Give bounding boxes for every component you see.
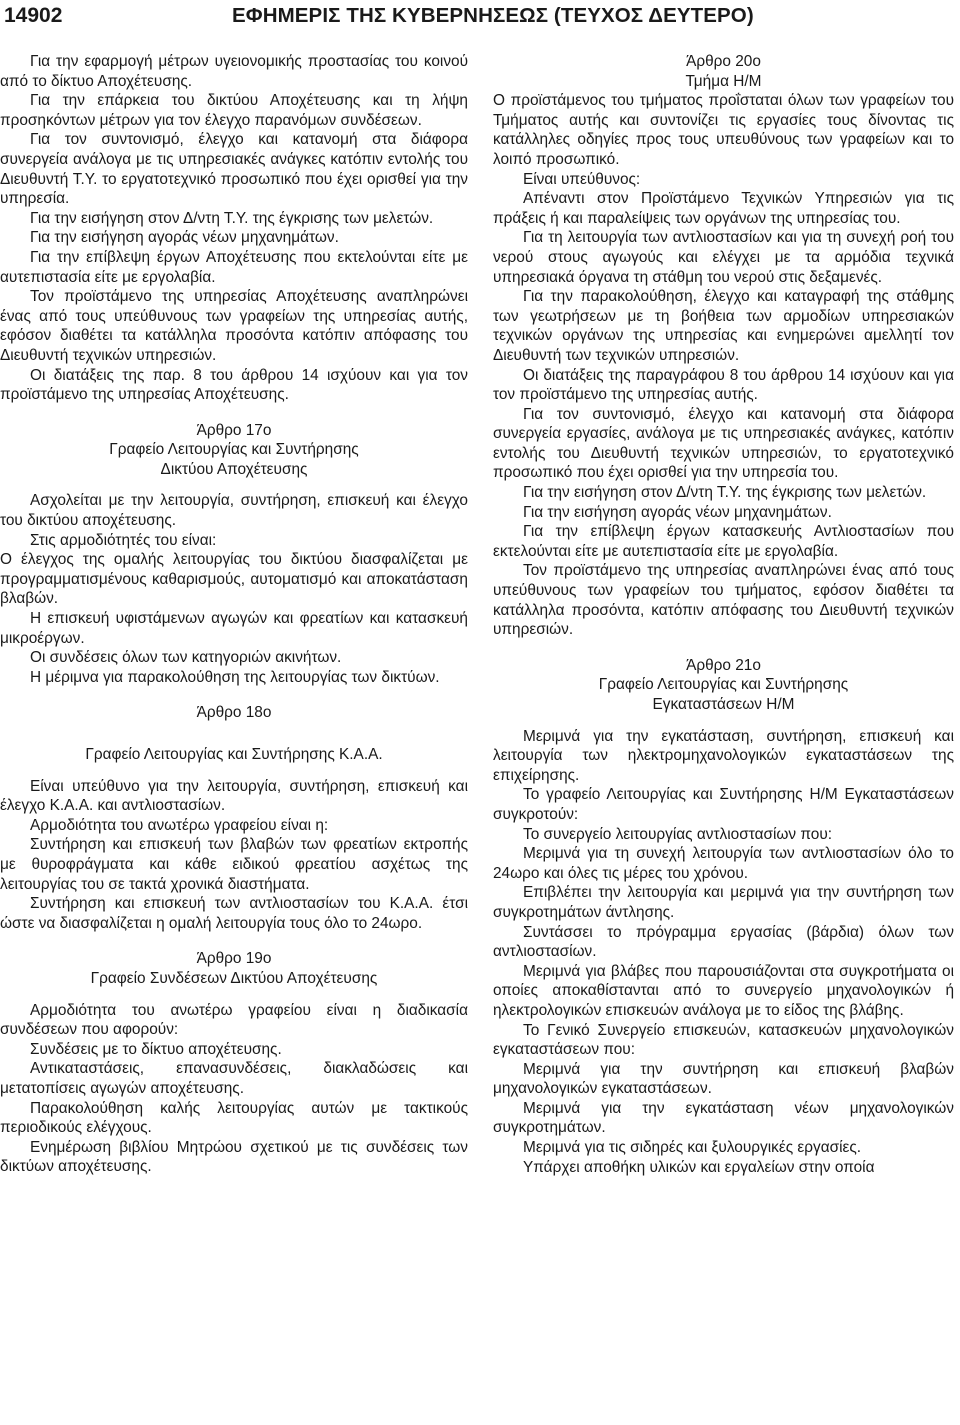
- paragraph: Οι συνδέσεις όλων των κατηγοριών ακινήτων.: [30, 649, 342, 667]
- paragraph: Για τη λειτουργία των αντλιοστασίων και για τη συνεχή ροή του νερού στους αγωγούς και ελέγχει με τα αρμόδια τεχνικά υπηρεσιακά όργανα τη στάθμη του νερού στις δεξαμενές.: [493, 229, 954, 286]
- paragraph: Για την επάρκεια του δικτύου Αποχέτευσης και τη λήψη προσηκόντων μέτρων για τον έλεγχο παρανόμων συνδέσεων.: [0, 92, 468, 129]
- paragraph: Μεριμνά για τη συνεχή λειτουργία των αντλιοστασίων όλο το 24ωρο και όλες τις μέρες του χρόνου.: [493, 845, 954, 882]
- paragraph: Υπάρχει αποθήκη υλικών και εργαλείων στην οποία: [523, 1158, 875, 1176]
- article-17-subtitle-2: Δικτύου Αποχέτευσης: [160, 460, 308, 478]
- paragraph: Μεριμνά για την εγκατάσταση νέων μηχανολογικών συγκροτημάτων.: [493, 1099, 954, 1137]
- paragraph: Μεριμνά για βλάβες που παρουσιάζονται στα συγκροτήματα οι οποίες αποκαθίστανται από το συνεργείο μηχανολογικών ή ηλεκτρολογικών επισκευών ανάλογα με το είδος της βλάβης.: [493, 962, 954, 1019]
- paragraph: Ο προϊστάμενος του τμήματος προΐσταται όλων των γραφείων του Τμήματος αυτής και συντονίζει τις εργασίες τους δίνοντας τις κατάλληλες οδηγίες προς τους υπευθύνους των γραφείων και το λοιπό προσωπικό.: [493, 92, 954, 168]
- paragraph: Συντάσσει το πρόγραμμα εργασίας (βάρδια) όλων των αντλιοστασίων.: [493, 923, 954, 961]
- article-17-subtitle: Γραφείο Λειτουργίας και Συντήρησης: [109, 441, 359, 459]
- paragraph: Το Γενικό Συνεργείο επισκευών, κατασκευών μηχανολογικών εγκαταστάσεων που:: [493, 1021, 954, 1059]
- paragraph: Μεριμνά για την εγκατάσταση, συντήρηση, επισκευή και λειτουργία των ηλεκτρομηχανολογικών εγκαταστάσεων της επιχείρησης.: [493, 727, 954, 784]
- paragraph: Για την παρακολούθηση, έλεγχο και καταγραφή της στάθμης των γεωτρήσεων με τη βοήθεια των αρμοδίων υπηρεσιακών τεχνικών οργάνων της υπηρεσίας και ενημερώνει αμελλητί τον Διευθυντή των τεχνικών υπηρεσιών.: [493, 288, 954, 364]
- paragraph: Τον προϊστάμενο της υπηρεσίας Αποχέτευσης αναπληρώνει ένας από τους υπεύθυνους των γραφείων της υπηρεσίας αυτής, εφόσον διαθέτει τα κατάλληλα προσόντα κατόπιν απόφασης του Διευθυντή τεχνικών υπηρεσιών.: [0, 288, 468, 364]
- article-17-title: Άρθρο 17ο: [196, 421, 272, 439]
- paragraph: Το γραφείο Λειτουργίας και Συντήρησης Η/Μ Εγκαταστάσεων συγκροτούν:: [493, 786, 954, 823]
- article-21-subtitle-2: Εγκαταστάσεων Η/Μ: [652, 696, 795, 713]
- article-21-subtitle: Γραφείο Λειτουργίας και Συντήρησης: [598, 676, 849, 694]
- paragraph: Για την επίβλεψη έργων Αποχέτευσης που εκτελούνται είτε με αυτεπιστασία είτε με εργολαβία.: [0, 248, 468, 286]
- paragraph: Μεριμνά για την συντήρηση και επισκευή βλαβών μηχανολογικών εγκαταστάσεων.: [493, 1060, 954, 1098]
- page-number: 14902: [4, 4, 63, 27]
- article-19-subtitle: Γραφείο Συνδέσεων Δικτύου Αποχέτευσης: [90, 969, 378, 987]
- paragraph: Ο έλεγχος της ομαλής λειτουργίας του δικτύου διασφαλίζεται με προγραμματισμένους καθαρισμούς, αυτοματισμό και αποκατάσταση βλαβών.: [0, 551, 468, 608]
- paragraph: Για την εφαρμογή μέτρων υγειονομικής προστασίας του κοινού από το δίκτυο Αποχέτευσης.: [0, 53, 468, 90]
- paragraph: Ασχολείται με την λειτουργία, συντήρηση, επισκευή και έλεγχο του δικτύου αποχέτευσης.: [0, 492, 468, 530]
- paragraph: Για την εισήγηση αγοράς νέων μηχανημάτων.: [30, 229, 339, 247]
- paragraph: Για τον συντονισμό, έλεγχο και κατανομή στα διάφορα συνεργεία ανάλογα με τις υπηρεσιακές ανάγκες κατόπιν εντολής του Διευθυντή Τ.Υ. το εργατοτεχνικό προσωπικό που έχει ορισθεί για την υπηρεσία.: [0, 131, 468, 208]
- paragraph: Απέναντι στον Προϊστάμενο Τεχνικών Υπηρεσιών για τις πράξεις ή και παραλείψεις των οργάνων της υπηρεσίας του.: [493, 190, 954, 227]
- paragraph: Παρακολούθηση καλής λειτουργίας αυτών με τακτικούς περιοδικούς ελέγχους.: [0, 1099, 468, 1137]
- paragraph: Αντικαταστάσεις, επανασυνδέσεις, διακλαδώσεις και μετατοπίσεις αγωγών αποχέτευσης.: [0, 1060, 468, 1097]
- paragraph: Συντήρηση και επισκευή των βλαβών των φρεατίων εκτροπής με θυροφράγματα και κάθε ειδικού φρεατίου ασχέτως της λειτουργίας του σε τακτά χρονικά διαστήματα.: [0, 836, 468, 893]
- paragraph: Στις αρμοδιότητές του είναι:: [30, 531, 217, 549]
- article-21-title: Άρθρο 21ο: [686, 656, 761, 674]
- paragraph: Η επισκευή υφιστάμενων αγωγών και φρεατίων και κατασκευή μικροέργων.: [0, 610, 468, 647]
- paragraph: Είναι υπεύθυνο για την λειτουργία, συντήρηση, επισκευή και έλεγχο Κ.Α.Α. και αντλιοστασίων.: [0, 777, 468, 815]
- article-20-subtitle: Τμήμα Η/Μ: [685, 72, 762, 90]
- paragraph: Για την εισήγηση στον Δ/ντη Τ.Υ. της έγκρισης των μελετών.: [30, 209, 434, 227]
- paragraph: Για την εισήγηση αγοράς νέων μηχανημάτων.: [523, 503, 832, 521]
- right-column: [493, 52, 954, 1177]
- page-header: [0, 0, 960, 44]
- paragraph: Μεριμνά για τις σιδηρές και ξυλουργικές εργασίες.: [523, 1139, 862, 1157]
- article-20-title: Άρθρο 20ο: [686, 53, 761, 70]
- paragraph: Για τον συντονισμό, έλεγχο και κατανομή στα διάφορα συνεργεία εργασίες, ανάλογα με τις υπηρεσιακές ανάγκες, κατόπιν εντολής του Διευθυντή τεχνικών υπηρεσιών, το εργατοτεχνικό προσωπικό που έχει ορισθεί για την υπηρεσία του.: [493, 405, 954, 482]
- paragraph: Για την εισήγηση στον Δ/ντη Τ.Υ. της έγκρισης των μελετών.: [523, 484, 927, 502]
- paragraph: Επιβλέπει την λειτουργία και μεριμνά για την συντήρηση των συγκροτημάτων άντλησης.: [493, 884, 954, 921]
- paragraph: Αρμοδιότητα του ανωτέρω γραφείου είναι η:: [30, 816, 329, 834]
- paragraph: Συνδέσεις με το δίκτυο αποχέτευσης.: [30, 1040, 282, 1058]
- paragraph: Οι διατάξεις της παρ. 8 του άρθρου 14 ισχύουν και για τον προϊστάμενο της υπηρεσίας Αποχέτευσης.: [0, 366, 468, 404]
- paragraph: Τον προϊστάμενο της υπηρεσίας αναπληρώνει ένας από τους υπεύθυνους των γραφείων του τμήματος, εφόσον διαθέτει τα κατάλληλα προσόντα, κατόπιν απόφασης του Διευθυντή τεχνικών υπηρεσιών.: [493, 562, 954, 639]
- article-18-subtitle: Γραφείο Λειτουργίας και Συντήρησης Κ.Α.Α.: [85, 746, 383, 763]
- article-19-title: Άρθρο 19ο: [196, 950, 272, 968]
- paragraph: Το συνεργείο λειτουργίας αντλιοστασίων που:: [523, 825, 833, 843]
- left-column: [0, 52, 468, 1177]
- paragraph: Αρμοδιότητα του ανωτέρω γραφείου είναι η διαδικασία συνδέσεων που αφορούν:: [0, 1001, 468, 1039]
- paragraph: Για την επίβλεψη έργων κατασκευής Αντλιοστασίων που εκτελούνται είτε με αυτεπιστασία είτε με εργολαβία.: [493, 523, 954, 560]
- paragraph: Η μέριμνα για παρακολούθηση της λειτουργίας των δικτύων.: [30, 668, 440, 686]
- paragraph: Ενημέρωση βιβλίου Μητρώου σχετικού με τις συνδέσεις των δικτύων αποχέτευσης.: [0, 1138, 468, 1176]
- paragraph: Είναι υπεύθυνος:: [523, 170, 641, 188]
- paragraph: Οι διατάξεις της παραγράφου 8 του άρθρου 14 ισχύουν και για τον προϊστάμενο της υπηρεσίας αυτής.: [493, 366, 954, 404]
- running-title: ΕΦΗΜΕΡΙΣ ΤΗΣ ΚΥΒΕΡΝΗΣΕΩΣ (ΤΕΥΧΟΣ ΔΕΥΤΕΡΟ): [232, 4, 754, 27]
- article-18-title: Άρθρο 18ο: [196, 704, 272, 722]
- paragraph: Συντήρηση και επισκευή των αντλιοστασίων του Κ.Α.Α. έτσι ώστε να διασφαλίζεται η ομαλή λειτουργία τους όλο το 24ωρο.: [0, 895, 468, 932]
